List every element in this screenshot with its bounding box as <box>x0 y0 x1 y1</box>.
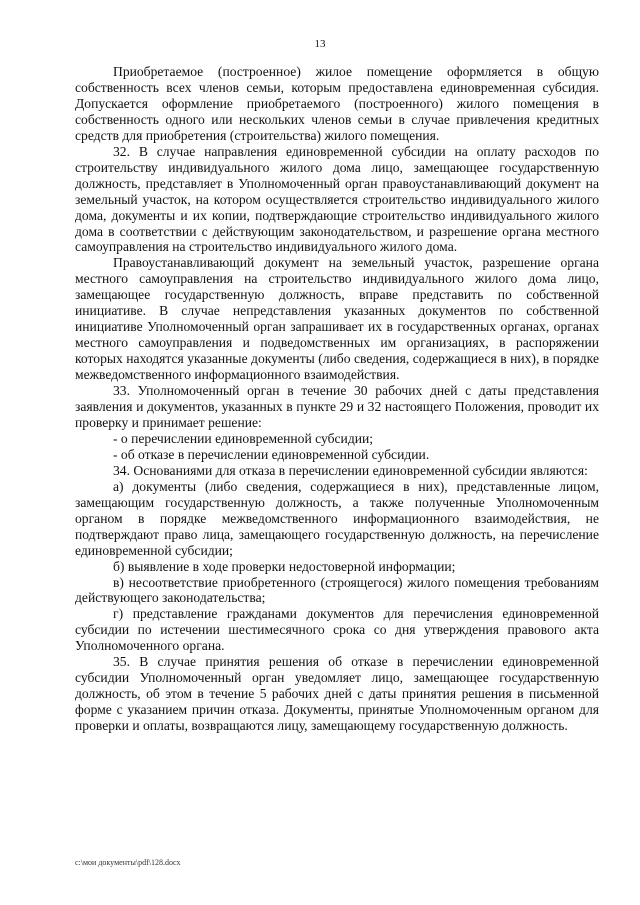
paragraph-item-33: 33. Уполномоченный орган в течение 30 рабочих дней с даты представления заявления и документов, указанных в пункте 29 и 32 настоящего Положения, проводит их проверку и принимает решение: <box>75 383 599 430</box>
list-item-g: г) представление гражданами документов для перечисления единовременной субсидии по истечении шестимесячного срока со дня утверждения правового акта Уполномоченного органа. <box>75 606 599 654</box>
paragraph-ownership: Приобретаемое (построенное) жилое помещение оформляется в общую собственность всех членов семьи, которым предоставлена единовременная субсидия. Допускается оформление приобретаемого (построенного) жилого помещения в собственность одного или нескольких членов семьи в случае привлечения кредитных средств для приобретения (строительства) жилого помещения. <box>75 64 599 143</box>
paragraph-item-32: 32. В случае направления единовременной субсидии на оплату расходов по строительству индивидуального жилого дома лицо, замещающее государственную должность, представляет в Уполномоченный орган правоустанавливающий документ на земельный участок, на котором осуществляется строительство индивидуального жилого дома, документы и их копии, подтверждающие строительство индивидуального жилого дома в соответствии с действующим законодательством, и разрешение органа местного самоуправления на строительство индивидуального жилого дома. <box>75 143 599 255</box>
paragraph-item-35: 35. В случае принятия решения об отказе в перечислении единовременной субсидии Уполномоченный орган уведомляет лицо, замещающее государственную должность, об этом в течение 5 рабочих дней с даты принятия решения в письменной форме с указанием причин отказа. Документы, принятые Уполномоченным органом для проверки и оплаты, возвращаются лицу, замещающему государственную должность. <box>75 654 599 734</box>
page-number: 13 <box>314 38 326 50</box>
list-item-refusal: - об отказе в перечислении единовременной субсидии. <box>113 446 430 462</box>
paragraph-land-document: Правоустанавливающий документ на земельный участок, разрешение органа местного самоуправления на строительство индивидуального жилого дома лицо, замещающее государственную должность, вправе представить по собственной инициативе. В случае непредставления указанных документов по собственной инициативе Уполномоченный орган запрашивает их в государственных органах, органах местного самоуправления и подведомственных им организациях, в распоряжении которых находятся указанные документы (либо сведения, содержащиеся в них), в порядке межведомственного информационного взаимодействия. <box>75 255 599 383</box>
paragraph-item-34: 34. Основаниями для отказа в перечислении единовременной субсидии являются: <box>113 462 588 478</box>
list-item-v: в) несоответствие приобретенного (строящегося) жилого помещения требованиям действующего законодательства; <box>75 574 599 606</box>
list-item-a: а) документы (либо сведения, содержащиеся в них), представленные лицом, замещающим государственную должность, а также полученные Уполномоченным органом в порядке межведомственного информационного взаимодействия, не подтверждают право лица, замещающего государственную должность, на перечисление единовременной субсидии; <box>75 478 599 558</box>
list-item-transfer: - о перечислении единовременной субсидии; <box>113 430 374 446</box>
footer-file-path: c:\мои документы\pdf\128.docx <box>75 858 181 867</box>
list-item-b: б) выявление в ходе проверки недостоверной информации; <box>113 558 456 574</box>
document-body <box>75 64 599 734</box>
